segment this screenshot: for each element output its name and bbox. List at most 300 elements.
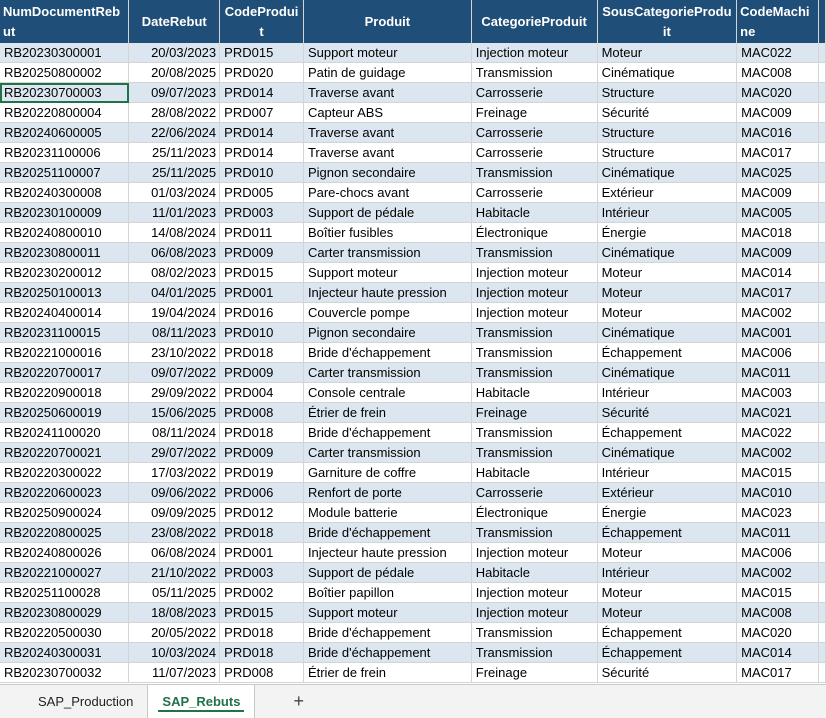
cell-overflow[interactable]	[818, 363, 825, 383]
cell-categorie[interactable]: Injection moteur	[471, 263, 597, 283]
cell-code-machine[interactable]: MAC010	[737, 483, 819, 503]
cell-date[interactable]: 09/09/2025	[129, 503, 220, 523]
cell-overflow[interactable]	[818, 563, 825, 583]
cell-produit[interactable]: Carter transmission	[303, 243, 471, 263]
table-row	[0, 283, 826, 303]
cell-date[interactable]: 10/03/2024	[129, 643, 220, 663]
cell-sous-categorie[interactable]: Extérieur	[597, 183, 737, 203]
cell-num-document[interactable]: RB20220600023	[0, 483, 129, 503]
cell-date[interactable]: 19/04/2024	[129, 303, 220, 323]
cell-overflow[interactable]	[818, 503, 825, 523]
table-row	[0, 543, 826, 563]
cell-code-machine[interactable]: MAC025	[737, 163, 819, 183]
cell-code-produit[interactable]: PRD011	[220, 223, 304, 243]
cell-num-document[interactable]: RB20221000027	[0, 563, 129, 583]
cell-overflow[interactable]	[818, 383, 825, 403]
cell-overflow[interactable]	[818, 163, 825, 183]
cell-overflow[interactable]	[818, 103, 825, 123]
cell-overflow[interactable]	[818, 623, 825, 643]
cell-date[interactable]: 18/08/2023	[129, 603, 220, 623]
cell-date[interactable]: 08/02/2023	[129, 263, 220, 283]
cell-overflow[interactable]	[818, 403, 825, 423]
cell-code-machine[interactable]: MAC008	[737, 63, 819, 83]
table-row	[0, 503, 826, 523]
cell-date[interactable]: 23/08/2022	[129, 523, 220, 543]
cell-num-document[interactable]: RB20250900024	[0, 503, 129, 523]
cell-code-machine[interactable]: MAC020	[737, 623, 819, 643]
cell-date[interactable]: 11/01/2023	[129, 203, 220, 223]
table-row	[0, 663, 826, 683]
cell-produit[interactable]: Boîtier fusibles	[303, 223, 471, 243]
cell-categorie[interactable]: Freinage	[471, 663, 597, 683]
cell-date[interactable]: 06/08/2023	[129, 243, 220, 263]
cell-num-document[interactable]: RB20220700021	[0, 443, 129, 463]
cell-categorie[interactable]: Transmission	[471, 623, 597, 643]
cell-code-produit[interactable]: PRD003	[220, 563, 304, 583]
cell-date[interactable]: 11/07/2023	[129, 663, 220, 683]
cell-sous-categorie[interactable]: Énergie	[597, 223, 737, 243]
column-header-categorieproduit[interactable]: CategorieProduit	[471, 0, 597, 43]
cell-num-document[interactable]: RB20230700032	[0, 663, 129, 683]
cell-overflow[interactable]	[818, 483, 825, 503]
cell-date[interactable]: 20/05/2022	[129, 623, 220, 643]
cell-categorie[interactable]: Habitacle	[471, 203, 597, 223]
cell-produit[interactable]: Pignon secondaire	[303, 323, 471, 343]
cell-code-produit[interactable]: PRD006	[220, 483, 304, 503]
table-row	[0, 643, 826, 663]
cell-code-machine[interactable]: MAC014	[737, 643, 819, 663]
table-row	[0, 463, 826, 483]
cell-overflow[interactable]	[818, 143, 825, 163]
cell-code-produit[interactable]: PRD008	[220, 403, 304, 423]
cell-overflow[interactable]	[818, 663, 825, 683]
cell-produit[interactable]: Bride d'échappement	[303, 623, 471, 643]
cell-code-produit[interactable]: PRD002	[220, 583, 304, 603]
cell-sous-categorie[interactable]: Intérieur	[597, 383, 737, 403]
cell-code-produit[interactable]: PRD001	[220, 283, 304, 303]
cell-date[interactable]: 08/11/2024	[129, 423, 220, 443]
sheet-tab-sap-rebuts[interactable]: SAP_Rebuts	[147, 685, 255, 718]
cell-code-produit[interactable]: PRD001	[220, 543, 304, 563]
cell-date[interactable]: 22/06/2024	[129, 123, 220, 143]
cell-code-produit[interactable]: PRD018	[220, 343, 304, 363]
cell-sous-categorie[interactable]: Sécurité	[597, 103, 737, 123]
cell-code-produit[interactable]: PRD010	[220, 163, 304, 183]
cell-num-document[interactable]: RB20240300008	[0, 183, 129, 203]
cell-sous-categorie[interactable]: Structure	[597, 123, 737, 143]
cell-sous-categorie[interactable]: Moteur	[597, 303, 737, 323]
cell-categorie[interactable]: Transmission	[471, 63, 597, 83]
cell-overflow[interactable]	[818, 43, 825, 63]
table-row	[0, 583, 826, 603]
cell-date[interactable]: 20/03/2023	[129, 43, 220, 63]
table-row	[0, 143, 826, 163]
cell-code-machine[interactable]: MAC014	[737, 263, 819, 283]
cell-code-produit[interactable]: PRD014	[220, 143, 304, 163]
cell-code-machine[interactable]: MAC017	[737, 143, 819, 163]
cell-produit[interactable]: Patin de guidage	[303, 63, 471, 83]
sheet-tab-bar	[0, 684, 826, 718]
cell-sous-categorie[interactable]: Cinématique	[597, 323, 737, 343]
cell-date[interactable]: 04/01/2025	[129, 283, 220, 303]
column-header-codemachine[interactable]: CodeMachine	[737, 0, 819, 43]
cell-produit[interactable]: Étrier de frein	[303, 663, 471, 683]
cell-produit[interactable]: Couvercle pompe	[303, 303, 471, 323]
cell-sous-categorie[interactable]: Cinématique	[597, 63, 737, 83]
cell-categorie[interactable]: Transmission	[471, 343, 597, 363]
cell-code-machine[interactable]: MAC002	[737, 443, 819, 463]
cell-num-document[interactable]: RB20230200012	[0, 263, 129, 283]
cell-date[interactable]: 28/08/2022	[129, 103, 220, 123]
cell-code-machine[interactable]: MAC009	[737, 103, 819, 123]
cell-num-document[interactable]: RB20241100020	[0, 423, 129, 443]
plus-icon[interactable]: +	[293, 691, 304, 711]
cell-code-machine[interactable]: MAC021	[737, 403, 819, 423]
cell-code-produit[interactable]: PRD016	[220, 303, 304, 323]
cell-code-produit[interactable]: PRD015	[220, 603, 304, 623]
table-row	[0, 243, 826, 263]
cell-num-document[interactable]: RB20251100028	[0, 583, 129, 603]
cell-produit[interactable]: Bride d'échappement	[303, 523, 471, 543]
cell-categorie[interactable]: Transmission	[471, 423, 597, 443]
cell-sous-categorie[interactable]: Énergie	[597, 503, 737, 523]
cell-overflow[interactable]	[818, 203, 825, 223]
cell-sous-categorie[interactable]: Cinématique	[597, 163, 737, 183]
cell-date[interactable]: 20/08/2025	[129, 63, 220, 83]
cell-code-machine[interactable]: MAC006	[737, 343, 819, 363]
header-row	[0, 0, 826, 43]
cell-categorie[interactable]: Carrosserie	[471, 483, 597, 503]
cell-date[interactable]: 09/07/2023	[129, 83, 220, 103]
cell-overflow[interactable]	[818, 263, 825, 283]
cell-code-machine[interactable]: MAC018	[737, 223, 819, 243]
cell-num-document[interactable]: RB20220900018	[0, 383, 129, 403]
cell-categorie[interactable]: Carrosserie	[471, 143, 597, 163]
cell-sous-categorie[interactable]: Moteur	[597, 43, 737, 63]
cell-num-document[interactable]: RB20230100009	[0, 203, 129, 223]
table-row	[0, 183, 826, 203]
cell-categorie[interactable]: Carrosserie	[471, 183, 597, 203]
table-row	[0, 423, 826, 443]
table-row	[0, 603, 826, 623]
cell-produit[interactable]: Traverse avant	[303, 143, 471, 163]
table-row	[0, 563, 826, 583]
cell-date[interactable]: 29/09/2022	[129, 383, 220, 403]
cell-num-document[interactable]: RB20231100015	[0, 323, 129, 343]
cell-categorie[interactable]: Carrosserie	[471, 83, 597, 103]
cell-produit[interactable]: Bride d'échappement	[303, 343, 471, 363]
table-row	[0, 483, 826, 503]
cell-sous-categorie[interactable]: Échappement	[597, 343, 737, 363]
cell-categorie[interactable]: Injection moteur	[471, 303, 597, 323]
cell-code-produit[interactable]: PRD007	[220, 103, 304, 123]
cell-produit[interactable]: Garniture de coffre	[303, 463, 471, 483]
cell-produit[interactable]: Boîtier papillon	[303, 583, 471, 603]
cell-date[interactable]: 25/11/2025	[129, 163, 220, 183]
cell-categorie[interactable]: Injection moteur	[471, 583, 597, 603]
cell-produit[interactable]: Pare-chocs avant	[303, 183, 471, 203]
cell-code-produit[interactable]: PRD018	[220, 623, 304, 643]
cell-num-document[interactable]: RB20220800025	[0, 523, 129, 543]
table-row	[0, 623, 826, 643]
cell-sous-categorie[interactable]: Sécurité	[597, 403, 737, 423]
cell-code-produit[interactable]: PRD009	[220, 363, 304, 383]
column-header-souscategorieproduit[interactable]: SousCategorieProduit	[597, 0, 737, 43]
cell-sous-categorie[interactable]: Moteur	[597, 283, 737, 303]
table-row	[0, 523, 826, 543]
table-row	[0, 103, 826, 123]
cell-code-produit[interactable]: PRD005	[220, 183, 304, 203]
cell-code-machine[interactable]: MAC003	[737, 383, 819, 403]
cell-overflow[interactable]	[818, 303, 825, 323]
cell-code-produit[interactable]: PRD014	[220, 123, 304, 143]
table-row	[0, 203, 826, 223]
column-header-produit[interactable]: Produit	[303, 0, 471, 43]
table-row	[0, 263, 826, 283]
cell-produit[interactable]: Support moteur	[303, 263, 471, 283]
cell-num-document[interactable]: RB20220800004	[0, 103, 129, 123]
cell-code-machine[interactable]: MAC020	[737, 83, 819, 103]
cell-produit[interactable]: Console centrale	[303, 383, 471, 403]
cell-categorie[interactable]: Électronique	[471, 223, 597, 243]
cell-code-machine[interactable]: MAC015	[737, 463, 819, 483]
cell-code-produit[interactable]: PRD009	[220, 443, 304, 463]
cell-sous-categorie[interactable]: Échappement	[597, 623, 737, 643]
cell-produit[interactable]: Carter transmission	[303, 443, 471, 463]
cell-date[interactable]: 06/08/2024	[129, 543, 220, 563]
cell-sous-categorie[interactable]: Extérieur	[597, 483, 737, 503]
cell-code-produit[interactable]: PRD009	[220, 243, 304, 263]
cell-overflow[interactable]	[818, 343, 825, 363]
table-row	[0, 303, 826, 323]
cell-code-produit[interactable]: PRD014	[220, 83, 304, 103]
cell-categorie[interactable]: Freinage	[471, 103, 597, 123]
cell-produit[interactable]: Bride d'échappement	[303, 643, 471, 663]
cell-date[interactable]: 05/11/2025	[129, 583, 220, 603]
cell-num-document[interactable]: RB20240600005	[0, 123, 129, 143]
cell-produit[interactable]: Injecteur haute pression	[303, 283, 471, 303]
cell-code-produit[interactable]: PRD003	[220, 203, 304, 223]
cell-num-document[interactable]: RB20250600019	[0, 403, 129, 423]
cell-produit[interactable]: Injecteur haute pression	[303, 543, 471, 563]
cell-overflow[interactable]	[818, 323, 825, 343]
cell-sous-categorie[interactable]: Échappement	[597, 523, 737, 543]
cell-date[interactable]: 14/08/2024	[129, 223, 220, 243]
cell-date[interactable]: 23/10/2022	[129, 343, 220, 363]
cell-code-machine[interactable]: MAC022	[737, 43, 819, 63]
cell-overflow[interactable]	[818, 123, 825, 143]
cell-num-document[interactable]: RB20230300001	[0, 43, 129, 63]
cell-code-produit[interactable]: PRD018	[220, 523, 304, 543]
cell-code-produit[interactable]: PRD020	[220, 63, 304, 83]
cell-overflow[interactable]	[818, 63, 825, 83]
cell-produit[interactable]: Support de pédale	[303, 203, 471, 223]
cell-code-produit[interactable]: PRD008	[220, 663, 304, 683]
cell-produit[interactable]: Carter transmission	[303, 363, 471, 383]
cell-code-machine[interactable]: MAC023	[737, 503, 819, 523]
cell-produit[interactable]: Étrier de frein	[303, 403, 471, 423]
cell-date[interactable]: 01/03/2024	[129, 183, 220, 203]
cell-sous-categorie[interactable]: Échappement	[597, 423, 737, 443]
cell-overflow[interactable]	[818, 603, 825, 623]
cell-categorie[interactable]: Électronique	[471, 503, 597, 523]
cell-sous-categorie[interactable]: Intérieur	[597, 563, 737, 583]
cell-overflow[interactable]	[818, 643, 825, 663]
column-header-numdocumentrebut[interactable]: NumDocumentRebut	[0, 0, 129, 43]
cell-overflow[interactable]	[818, 543, 825, 563]
cell-overflow[interactable]	[818, 83, 825, 103]
cell-num-document[interactable]: RB20231100006	[0, 143, 129, 163]
cell-date[interactable]: 08/11/2023	[129, 323, 220, 343]
cell-code-machine[interactable]: MAC015	[737, 583, 819, 603]
cell-overflow[interactable]	[818, 183, 825, 203]
cell-sous-categorie[interactable]: Cinématique	[597, 243, 737, 263]
cell-sous-categorie[interactable]: Moteur	[597, 543, 737, 563]
sheet-tab-sap-production[interactable]: SAP_Production	[38, 694, 134, 709]
column-header-daterebut[interactable]: DateRebut	[129, 0, 220, 43]
cell-categorie[interactable]: Habitacle	[471, 563, 597, 583]
cell-overflow[interactable]	[818, 223, 825, 243]
table-row	[0, 403, 826, 423]
cell-date[interactable]: 09/07/2022	[129, 363, 220, 383]
table-body	[0, 43, 826, 683]
cell-num-document[interactable]: RB20230800011	[0, 243, 129, 263]
cell-categorie[interactable]: Injection moteur	[471, 43, 597, 63]
cell-code-machine[interactable]: MAC017	[737, 663, 819, 683]
cell-sous-categorie[interactable]: Structure	[597, 83, 737, 103]
table-row	[0, 43, 826, 63]
cell-code-machine[interactable]: MAC009	[737, 183, 819, 203]
cell-overflow[interactable]	[818, 463, 825, 483]
cell-code-produit[interactable]: PRD018	[220, 643, 304, 663]
cell-categorie[interactable]: Injection moteur	[471, 603, 597, 623]
cell-categorie[interactable]: Transmission	[471, 523, 597, 543]
cell-date[interactable]: 25/11/2023	[129, 143, 220, 163]
cell-code-produit[interactable]: PRD012	[220, 503, 304, 523]
cell-overflow[interactable]	[818, 583, 825, 603]
cell-code-machine[interactable]: MAC009	[737, 243, 819, 263]
cell-num-document[interactable]: RB20250100013	[0, 283, 129, 303]
cell-code-machine[interactable]: MAC017	[737, 283, 819, 303]
cell-overflow[interactable]	[818, 283, 825, 303]
table-row	[0, 223, 826, 243]
cell-code-machine[interactable]: MAC001	[737, 323, 819, 343]
column-header-codeproduit[interactable]: CodeProduit	[220, 0, 304, 43]
table-row	[0, 83, 826, 103]
cell-num-document[interactable]: RB20221000016	[0, 343, 129, 363]
cell-produit[interactable]: Traverse avant	[303, 123, 471, 143]
cell-categorie[interactable]: Injection moteur	[471, 543, 597, 563]
cell-date[interactable]: 21/10/2022	[129, 563, 220, 583]
cell-sous-categorie[interactable]: Moteur	[597, 263, 737, 283]
cell-sous-categorie[interactable]: Sécurité	[597, 663, 737, 683]
cell-num-document[interactable]: RB20220300022	[0, 463, 129, 483]
cell-num-document[interactable]: RB20230700003	[0, 83, 129, 103]
cell-categorie[interactable]: Habitacle	[471, 463, 597, 483]
cell-date[interactable]: 15/06/2025	[129, 403, 220, 423]
cell-sous-categorie[interactable]: Structure	[597, 143, 737, 163]
cell-code-produit[interactable]: PRD004	[220, 383, 304, 403]
cell-sous-categorie[interactable]: Intérieur	[597, 203, 737, 223]
cell-date[interactable]: 09/06/2022	[129, 483, 220, 503]
cell-produit[interactable]: Renfort de porte	[303, 483, 471, 503]
cell-overflow[interactable]	[818, 443, 825, 463]
cell-code-machine[interactable]: MAC016	[737, 123, 819, 143]
cell-num-document[interactable]: RB20240400014	[0, 303, 129, 323]
cell-code-machine[interactable]: MAC006	[737, 543, 819, 563]
cell-sous-categorie[interactable]: Moteur	[597, 583, 737, 603]
cell-code-produit[interactable]: PRD010	[220, 323, 304, 343]
cell-categorie[interactable]: Habitacle	[471, 383, 597, 403]
cell-overflow[interactable]	[818, 523, 825, 543]
cell-categorie[interactable]: Transmission	[471, 323, 597, 343]
cell-num-document[interactable]: RB20251100007	[0, 163, 129, 183]
cell-produit[interactable]: Support moteur	[303, 43, 471, 63]
table-row	[0, 363, 826, 383]
cell-code-machine[interactable]: MAC011	[737, 523, 819, 543]
cell-code-produit[interactable]: PRD018	[220, 423, 304, 443]
cell-code-produit[interactable]: PRD015	[220, 263, 304, 283]
cell-num-document[interactable]: RB20220500030	[0, 623, 129, 643]
cell-code-machine[interactable]: MAC022	[737, 423, 819, 443]
cell-produit[interactable]: Capteur ABS	[303, 103, 471, 123]
cell-sous-categorie[interactable]: Intérieur	[597, 463, 737, 483]
cell-categorie[interactable]: Injection moteur	[471, 283, 597, 303]
table-row	[0, 323, 826, 343]
cell-code-machine[interactable]: MAC011	[737, 363, 819, 383]
cell-produit[interactable]: Pignon secondaire	[303, 163, 471, 183]
cell-code-machine[interactable]: MAC005	[737, 203, 819, 223]
cell-categorie[interactable]: Transmission	[471, 243, 597, 263]
cell-sous-categorie[interactable]: Échappement	[597, 643, 737, 663]
table-row	[0, 383, 826, 403]
table-row	[0, 343, 826, 363]
cell-num-document[interactable]: RB20240800010	[0, 223, 129, 243]
cell-code-machine[interactable]: MAC002	[737, 303, 819, 323]
cell-categorie[interactable]: Transmission	[471, 163, 597, 183]
cell-code-produit[interactable]: PRD015	[220, 43, 304, 63]
cell-sous-categorie[interactable]: Cinématique	[597, 443, 737, 463]
cell-num-document[interactable]: RB20250800002	[0, 63, 129, 83]
cell-categorie[interactable]: Transmission	[471, 363, 597, 383]
cell-date[interactable]: 29/07/2022	[129, 443, 220, 463]
cell-produit[interactable]: Bride d'échappement	[303, 423, 471, 443]
cell-categorie[interactable]: Transmission	[471, 443, 597, 463]
cell-sous-categorie[interactable]: Moteur	[597, 603, 737, 623]
table-row	[0, 443, 826, 463]
cell-overflow[interactable]	[818, 423, 825, 443]
cell-produit[interactable]: Support de pédale	[303, 563, 471, 583]
cell-num-document[interactable]: RB20240800026	[0, 543, 129, 563]
cell-code-machine[interactable]: MAC002	[737, 563, 819, 583]
cell-produit[interactable]: Traverse avant	[303, 83, 471, 103]
table-row	[0, 63, 826, 83]
cell-num-document[interactable]: RB20220700017	[0, 363, 129, 383]
column-header-overflow	[818, 0, 825, 43]
cell-date[interactable]: 17/03/2022	[129, 463, 220, 483]
cell-produit[interactable]: Module batterie	[303, 503, 471, 523]
cell-categorie[interactable]: Freinage	[471, 403, 597, 423]
cell-sous-categorie[interactable]: Cinématique	[597, 363, 737, 383]
cell-code-produit[interactable]: PRD019	[220, 463, 304, 483]
cell-num-document[interactable]: RB20240300031	[0, 643, 129, 663]
cell-produit[interactable]: Support moteur	[303, 603, 471, 623]
cell-num-document[interactable]: RB20230800029	[0, 603, 129, 623]
cell-overflow[interactable]	[818, 243, 825, 263]
cell-code-machine[interactable]: MAC008	[737, 603, 819, 623]
cell-categorie[interactable]: Transmission	[471, 643, 597, 663]
cell-categorie[interactable]: Carrosserie	[471, 123, 597, 143]
